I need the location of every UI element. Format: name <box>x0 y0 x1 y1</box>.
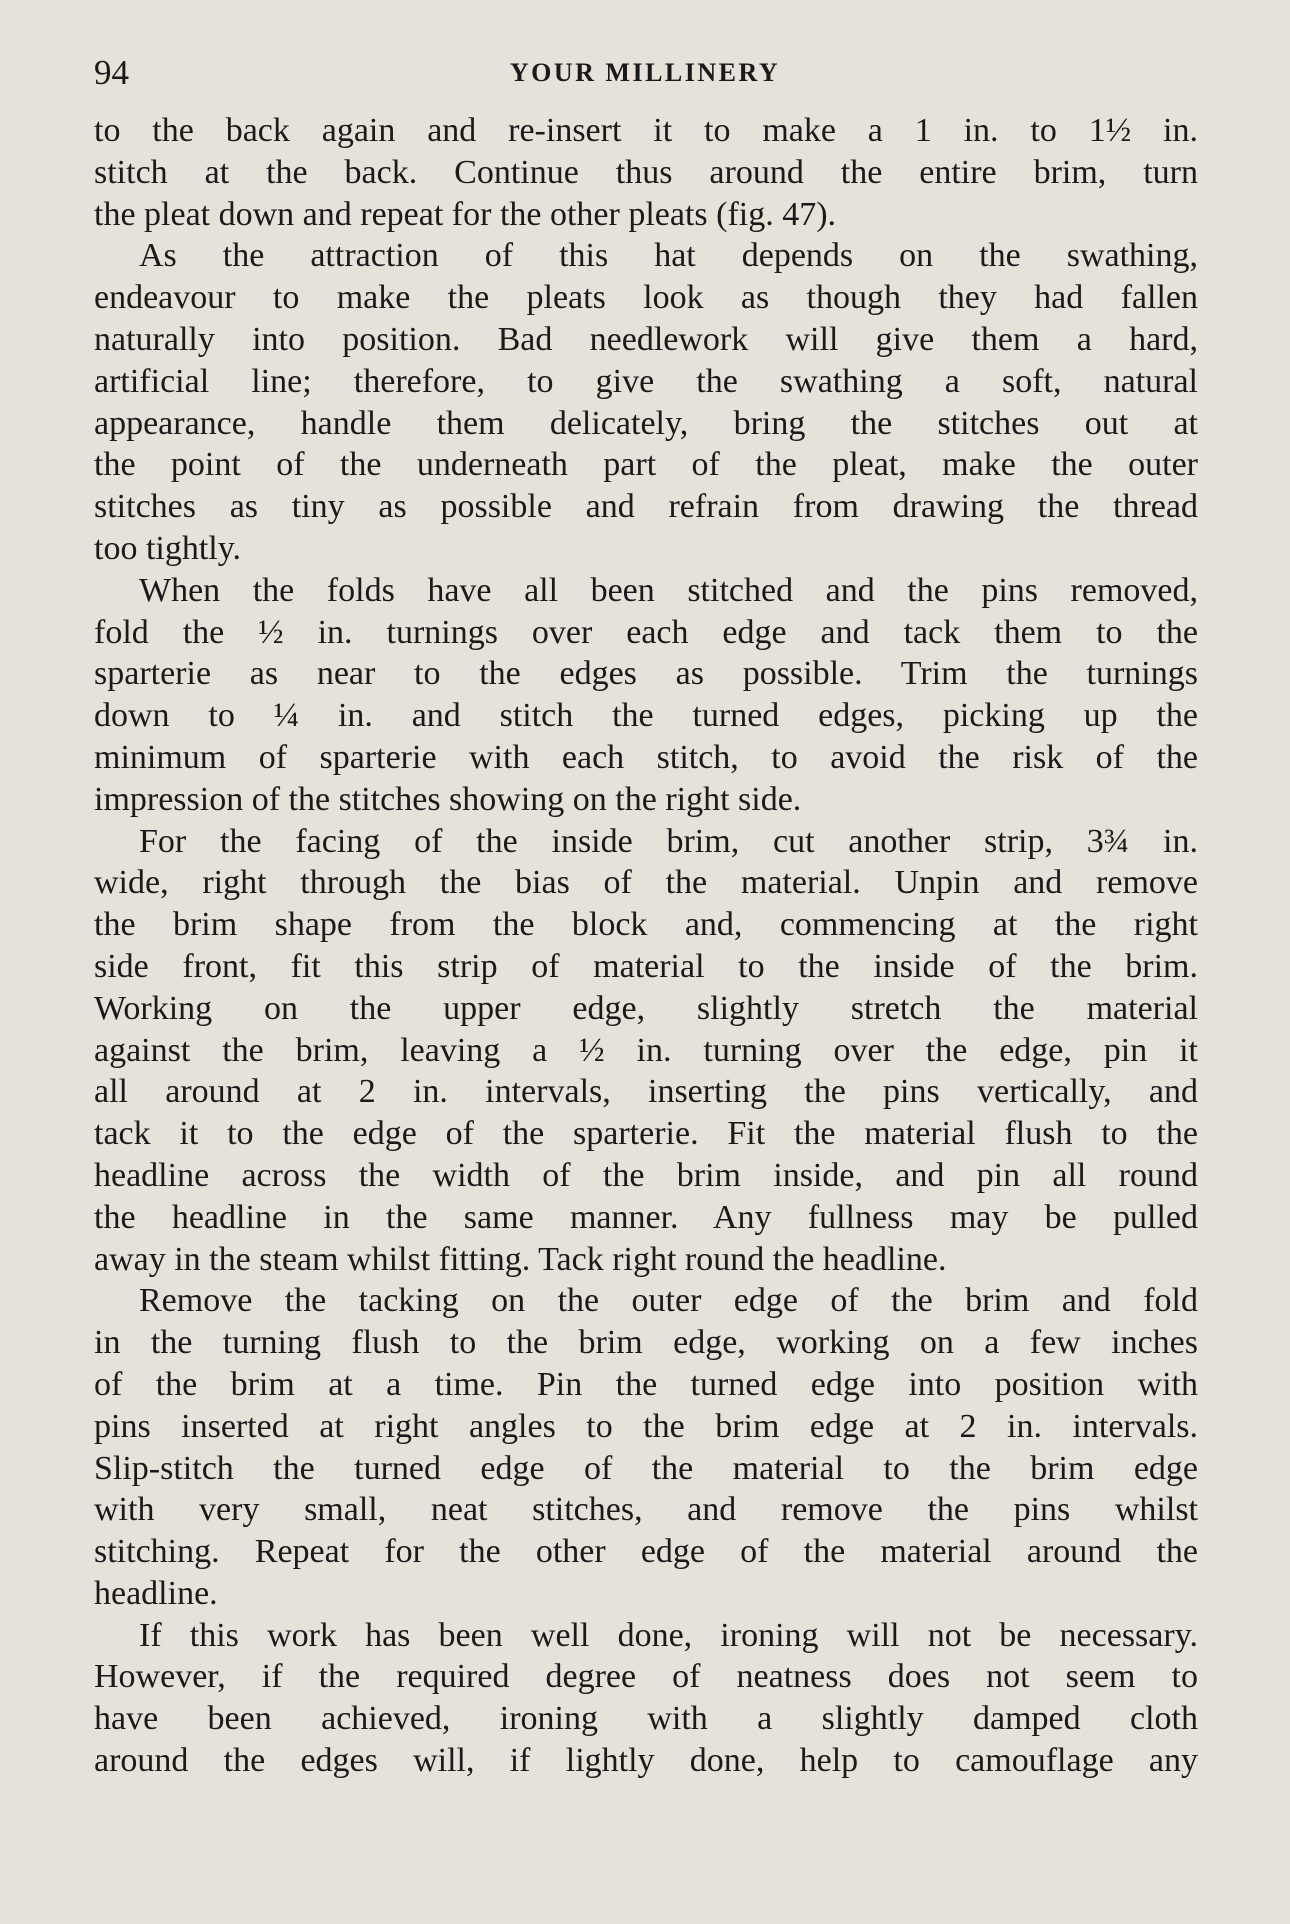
text-line: For the facing of the inside brim, cut another strip, 3¾ in. <box>139 822 1198 860</box>
text-line: stitching. Repeat for the other edge of the material around the <box>94 1533 1198 1571</box>
text-line: away in the steam whilst fitting. Tack right round the headline. <box>94 1240 947 1278</box>
text-line: fold the ½ in. turnings over each edge and tack them to the <box>94 613 1198 651</box>
text-line: to the back again and re-insert it to make a 1 in. to 1½ in. <box>94 112 1198 149</box>
text-line: Remove the tacking on the outer edge of the brim and fold <box>139 1282 1198 1320</box>
text-line: appearance, handle them delicately, bring the stitches out at <box>94 404 1198 442</box>
text-line: of the brim at a time. Pin the turned edge into position with <box>94 1365 1198 1403</box>
paragraph-4 <box>94 821 1198 1281</box>
text-line: If this work has been well done, ironing will not be necessary. <box>139 1616 1198 1654</box>
text-line: Slip-stitch the turned edge of the material to the brim edge <box>94 1449 1198 1487</box>
text-line: However, if the required degree of neatness does not seem to <box>94 1658 1198 1696</box>
text-line: with very small, neat stitches, and remove the pins whilst <box>94 1491 1198 1529</box>
text-line: headline across the width of the brim inside, and pin all round <box>94 1156 1198 1194</box>
text-line: the point of the underneath part of the pleat, make the outer <box>94 446 1198 484</box>
text-line: against the brim, leaving a ½ in. turning over the edge, pin it <box>94 1031 1198 1069</box>
text-line: the headline in the same manner. Any fullness may be pulled <box>94 1198 1198 1236</box>
body-text <box>94 110 1198 1782</box>
text-line: impression of the stitches showing on the right side. <box>94 780 802 818</box>
paragraph-3 <box>94 570 1198 821</box>
text-line: As the attraction of this hat depends on the swathing, <box>139 237 1198 275</box>
text-line: have been achieved, ironing with a slightly damped cloth <box>94 1700 1198 1738</box>
text-line: too tightly. <box>94 529 242 567</box>
text-line: the brim shape from the block and, commencing at the right <box>94 906 1198 944</box>
running-title: YOUR MILLINERY <box>509 58 781 87</box>
text-line: artificial line; therefore, to give the swathing a soft, natural <box>94 362 1198 400</box>
text-line: tack it to the edge of the sparterie. Fit the material flush to the <box>94 1115 1198 1153</box>
text-line: minimum of sparterie with each stitch, to avoid the risk of the <box>94 738 1198 776</box>
text-line: side front, fit this strip of material to the inside of the brim. <box>94 947 1198 985</box>
text-line: stitches as tiny as possible and refrain from drawing the thread <box>94 488 1198 526</box>
page-number: 94 <box>94 53 129 92</box>
paragraph-2 <box>94 235 1198 569</box>
text-line: wide, right through the bias of the material. Unpin and remove <box>94 864 1198 902</box>
paragraph-5 <box>94 1280 1198 1614</box>
text-line: all around at 2 in. intervals, inserting the pins vertically, and <box>94 1073 1198 1111</box>
text-line: stitch at the back. Continue thus around the entire brim, turn <box>94 153 1198 191</box>
text-line: the pleat down and repeat for the other pleats (fig. 47). <box>94 195 837 233</box>
paragraph-6 <box>94 1615 1198 1782</box>
text-line: endeavour to make the pleats look as though they had fallen <box>94 279 1198 317</box>
paragraph-1 <box>94 110 1198 235</box>
running-head <box>94 48 1196 98</box>
text-line: pins inserted at right angles to the brim edge at 2 in. intervals. <box>94 1407 1198 1445</box>
text-line: sparterie as near to the edges as possible. Trim the turnings <box>94 655 1198 693</box>
text-line: down to ¼ in. and stitch the turned edges, picking up the <box>94 697 1198 735</box>
text-line: Working on the upper edge, slightly stretch the material <box>94 989 1198 1027</box>
text-line: around the edges will, if lightly done, help to camouflage any <box>94 1742 1198 1780</box>
text-line: naturally into position. Bad needlework will give them a hard, <box>94 320 1198 358</box>
text-line: headline. <box>94 1574 218 1612</box>
text-line: When the folds have all been stitched and the pins removed, <box>139 571 1198 609</box>
text-line: in the turning flush to the brim edge, working on a few inches <box>94 1324 1198 1362</box>
